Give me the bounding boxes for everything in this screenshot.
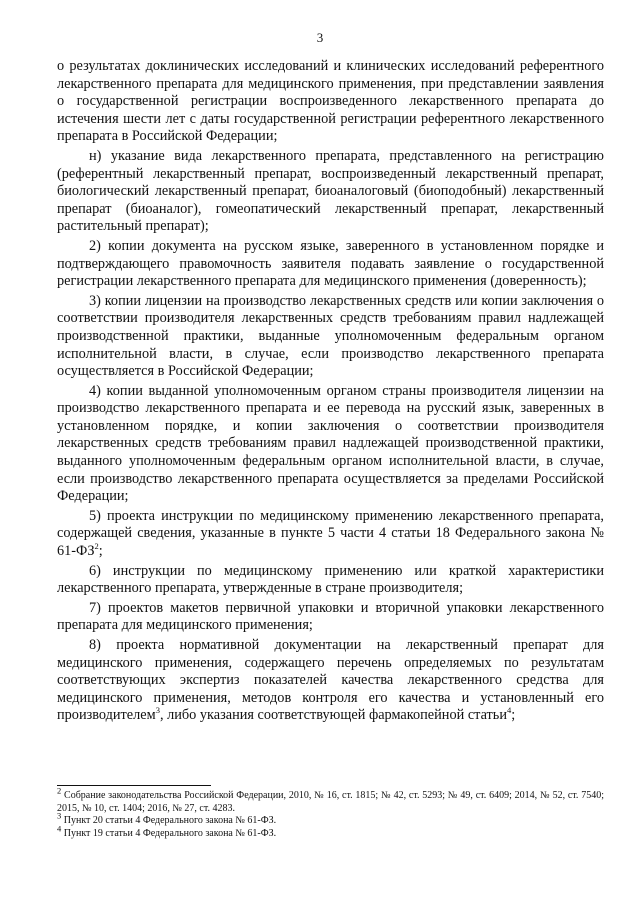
paragraph-continuation: о результатах доклинических исследований и клинических исследований референтного лекарственного препарата для медицинского применения, при представлении заявления о государственной регистрации воспроизведенного лекарственного препарата до истечения шести лет с даты государственной регистрации референтного лекарственного препарата в Российской Федерации; bbox=[57, 58, 604, 145]
item-5-end: ; bbox=[98, 543, 103, 560]
footnote-text: Пункт 19 статьи 4 Федерального закона № 61-ФЗ. bbox=[61, 827, 277, 839]
footnote-ref-2: 2 bbox=[94, 541, 99, 552]
footnote-number: 2 bbox=[57, 785, 62, 796]
footnote-text: Собрание законодательства Российской Федерации, 2010, № 16, ст. 1815; № 42, ст. 5293; № 49, ст. 6409; 2014, № 52, ст. 7540; 2015, № 10, ст. 1404; 2016, № 27, ст. 4283. bbox=[57, 790, 604, 814]
item-7-packaging-layouts: 7) проектов макетов первичной упаковки и вторичной упаковки лекарственного препарата для медицинского применения; bbox=[57, 599, 604, 634]
footnote-text: Пункт 20 статьи 4 Федерального закона № 61-ФЗ. bbox=[61, 815, 277, 826]
item-8-mid: , либо указания соответствующей фармакопейной статьи bbox=[159, 707, 507, 724]
item-8-text: 8) проекта нормативной документации на лекарственный препарат для медицинского применения, содержащего перечень определяемых по результатам соответствующих экспертиз показателей качества лекарственного средства для медицинского применения, методов контроля его качества и установленный его производителем bbox=[57, 637, 604, 724]
document-body bbox=[57, 58, 604, 725]
footnote-number: 4 bbox=[57, 823, 62, 834]
item-5-instruction-draft bbox=[57, 508, 604, 561]
item-6-instruction: 6) инструкции по медицинскому применению или краткой характеристики лекарственного препарата, утвержденные в стране производителя; bbox=[57, 562, 604, 597]
item-8-normative-documentation bbox=[57, 637, 604, 725]
footnote-ref-4: 4 bbox=[506, 705, 512, 716]
footnote-2 bbox=[57, 785, 604, 815]
footnote-ref-3: 3 bbox=[155, 705, 160, 716]
item-5-text: 5) проекта инструкции по медицинскому применению лекарственного препарата, содержащей сведения, указанные в пункте 5 части 4 статьи 18 Федерального закона № 61-ФЗ bbox=[57, 507, 604, 560]
item-8-end: ; bbox=[511, 707, 516, 724]
item-4-foreign-license: 4) копии выданной уполномоченным органом страны производителя лицензии на производство лекарственного препарата и ее перевода на русский язык, заверенных в установленном порядке, и копии заключения о соответствии производителя лекарственных средств требованиям правил надлежащей производственной практики, выданного уполномоченным федеральным органом исполнительной власти, в случае, если производство лекарственного препарата осуществляется за пределами Российской Федерации; bbox=[57, 382, 604, 505]
item-3-production-license: 3) копии лицензии на производство лекарственных средств или копии заключения о соответствии производителя лекарственных средств требованиям правил надлежащей производственной практики, выданные уполномоченным федеральным органом исполнительной власти, в случае, если производство лекарственного препарата осуществляется в Российской Федерации; bbox=[57, 292, 604, 380]
footnotes bbox=[57, 785, 604, 840]
footnote-4 bbox=[57, 823, 604, 841]
footnote-3 bbox=[57, 810, 604, 828]
footnote-separator bbox=[57, 785, 211, 786]
item-n-drug-type: н) указание вида лекарственного препарата, представленного на регистрацию (референтный лекарственный препарат, воспроизведенный лекарственный препарат, биологический лекарственный препарат, биоаналоговый (биоподобный) лекарственный препарат (биоаналог), гомеопатический лекарственный препарат, лекарственный растительный препарат); bbox=[57, 147, 604, 235]
page-number: 3 bbox=[316, 30, 324, 45]
item-2-power-of-attorney: 2) копии документа на русском языке, заверенного в установленном порядке и подтверждающего правомочность заявителя подавать заявление о государственной регистрации лекарственного препарата для медицинского применения (доверенность); bbox=[57, 237, 604, 290]
footnote-number: 3 bbox=[57, 810, 62, 821]
